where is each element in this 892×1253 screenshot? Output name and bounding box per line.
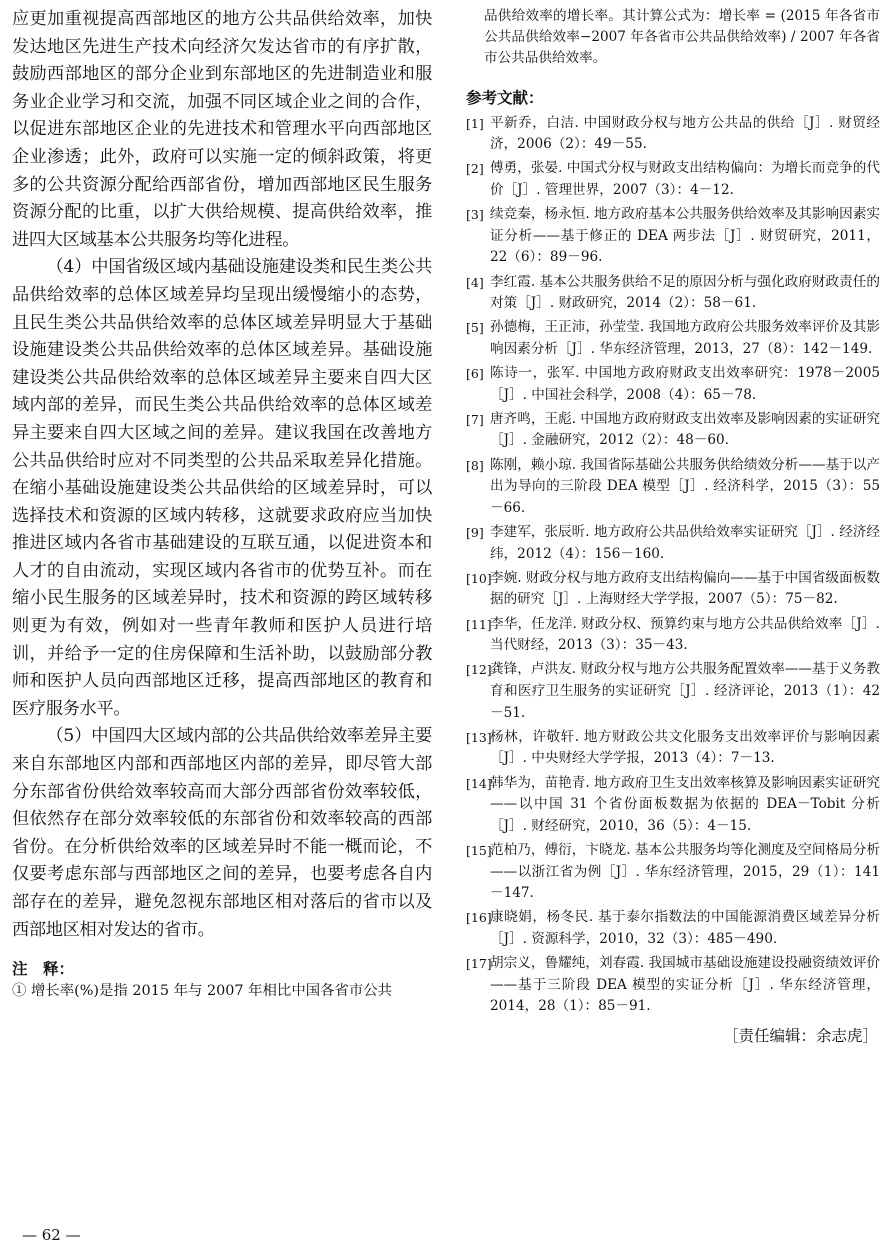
reference-text: 陈刚，赖小琼. 我国省际基础公共服务供给绩效分析——基于以产出为导向的三阶段 DEA 模型［J］. 经济科学，2015（3）：55－66. bbox=[490, 456, 880, 516]
reference-item bbox=[466, 727, 880, 770]
references-heading: 参考文献： bbox=[466, 88, 544, 107]
reference-text: 李华，任龙洋. 财政分权、预算约束与地方公共品供给效率［J］. 当代财经，2013（3）：35－43. bbox=[490, 615, 880, 654]
reference-text: 李红霞. 基本公共服务供给不足的原因分析与强化政府财政责任的对策［J］. 财政研究，2014（2）：58－61. bbox=[490, 273, 880, 312]
note-item: ① 增长率(%)是指 2015 年与 2007 年相比中国各省市公共 bbox=[12, 983, 393, 1000]
right-column bbox=[466, 6, 880, 1048]
references-list bbox=[466, 113, 880, 1018]
reference-number: [5] bbox=[466, 320, 484, 336]
reference-text: 范柏乃，傅衍，卞晓龙. 基本公共服务均等化测度及空间格局分析——以浙江省为例［J］. 华东经济管理，2015，29（1）：141－147. bbox=[490, 841, 880, 902]
reference-item bbox=[466, 953, 880, 1018]
page-number: — 62 — bbox=[22, 1226, 81, 1244]
body-paragraph: （5）中国四大区域内部的公共品供给效率差异主要来自东部地区内部和西部地区内部的差异，即尽管大部分东部省份供给效率较高而大部分西部省份效率较低，但依然存在部分效率较低的东部省份和效率较高的西部省份。在分析供给效率的区域差异时不能一概而论，不仅要考虑东部与西部地区之间的差异，也要考虑各自内部存在的差异，避免忽视东部地区相对落后的省市以及西部地区相对发达的省市。 bbox=[12, 726, 432, 940]
reference-text: 李婉. 财政分权与地方政府支出结构偏向——基于中国省级面板数据的研究［J］. 上海财经大学学报，2007（5）：75－82. bbox=[490, 569, 880, 608]
note-continuation: 品供给效率的增长率。其计算公式为：增长率 = (2015 年各省市公共品供给效率−2007 年各省市公共品供给效率) / 2007 年各省市公共品供给效率。 bbox=[484, 8, 880, 67]
reference-number: [14] bbox=[466, 775, 492, 791]
reference-number: [1] bbox=[466, 115, 484, 131]
reference-item bbox=[466, 840, 880, 905]
reference-text: 李建军，张辰昕. 地方政府公共品供给效率实证研究［J］. 经济经纬，2012（4）：156－160. bbox=[490, 524, 880, 562]
reference-number: [13] bbox=[466, 729, 492, 745]
reference-number: [6] bbox=[466, 366, 484, 382]
reference-item bbox=[466, 113, 880, 156]
reference-number: [15] bbox=[466, 842, 492, 858]
reference-text: 杨林，许敬轩. 地方财政公共文化服务支出效率评价与影响因素［J］. 中央财经大学学报，2013（4）：7－13. bbox=[490, 728, 880, 767]
body-paragraph: 应更加重视提高西部地区的地方公共品供给效率，加快发达地区先进生产技术向经济欠发达省市的有序扩散，鼓励西部地区的部分企业到东部地区的先进制造业和服务业企业学习和交流，加强不同区域企业之间的合作，以促进东部地区企业的先进技术和管理水平向西部地区企业渗透；此外，政府可以实施一定的倾斜政策，将更多的公共资源分配给西部省份，增加西部地区民生服务资源分配的比重，以扩大供给规模、提高供给效率，推进四大区域基本公共服务均等化进程。 bbox=[12, 9, 432, 250]
body-paragraph: （4）中国省级区域内基础设施建设类和民生类公共品供给效率的总体区域差异均呈现出缓慢缩小的态势，且民生类公共品供给效率的总体区域差异明显大于基础设施建设类公共品供给效率的总体区域差异。基础设施建设类公共品供给效率的总体区域差异主要来自四大区域内部的差异，而民生类公共品供给效率的总体区域差异主要来自四大区域之间的差异。建议我国在改善地方公共品供给时应对不同类型的公共品采取差异化措施。在缩小基础设施建设类公共品供给的区域差异时，可以选择技术和资源的区域内转移，这就要求政府应当加快推进区域内各省市基础建设的互联互通，以促进资本和人才的自由流动，实现区域内各省市的优势互补。而在缩小民生服务的区域差异时，技术和资源的跨区域转移则更为有效，例如对一些青年教师和医护人员进行培训，并给予一定的住房保障和生活补助，以鼓励部分教师和医护人员向西部地区迁移，提高西部地区的教育和医疗服务水平。 bbox=[12, 257, 432, 719]
reference-number: [10] bbox=[466, 570, 492, 586]
reference-text: 唐齐鸣，王彪. 中国地方政府财政支出效率及影响因素的实证研究［J］. 金融研究，2012（2）：48－60. bbox=[490, 410, 880, 449]
reference-text: 胡宗义，鲁耀纯，刘春霞. 我国城市基础设施建设投融资绩效评价——基于三阶段 DEA 模型的实证分析［J］. 华东经济管理，2014，28（1）：85－91. bbox=[490, 955, 880, 1015]
reference-number: [3] bbox=[466, 207, 484, 223]
reference-number: [12] bbox=[466, 662, 492, 678]
reference-number: [16] bbox=[466, 910, 492, 926]
reference-item bbox=[466, 317, 880, 360]
reference-text: 陈诗一，张军. 中国地方政府财政支出效率研究：1978－2005［J］. 中国社会科学，2008（4）：65－78. bbox=[490, 365, 880, 403]
reference-text: 韩华为，苗艳青. 地方政府卫生支出效率核算及影响因素实证研究——以中国 31 个省份面板数据为依据的 DEA－Tobit 分析［J］. 财经研究，2010，36（5）：4－15. bbox=[490, 774, 880, 834]
notes-heading: 注 释： bbox=[12, 960, 75, 979]
reference-item bbox=[466, 409, 880, 452]
reference-text: 龚锋，卢洪友. 财政分权与地方公共服务配置效率——基于义务教育和医疗卫生服务的实证研究［J］. 经济评论，2013（1）：42－51. bbox=[490, 661, 880, 721]
responsible-editor: ［责任编辑：余志虎］ bbox=[722, 1026, 878, 1045]
reference-item bbox=[466, 158, 880, 201]
reference-text: 傅勇，张晏. 中国式分权与财政支出结构偏向：为增长而竞争的代价［J］. 管理世界，2007（3）：4－12. bbox=[490, 160, 880, 198]
reference-number: [7] bbox=[466, 411, 484, 427]
reference-item bbox=[466, 363, 880, 406]
reference-text: 康晓娟，杨冬民. 基于泰尔指数法的中国能源消费区域差异分析［J］. 资源科学，2010，32（3）：485－490. bbox=[490, 909, 880, 947]
reference-item bbox=[466, 455, 880, 520]
reference-number: [9] bbox=[466, 525, 484, 541]
reference-number: [8] bbox=[466, 457, 484, 473]
reference-item bbox=[466, 522, 880, 565]
reference-text: 续竞秦，杨永恒. 地方政府基本公共服务供给效率及其影响因素实证分析——基于修正的 DEA 两步法［J］. 财贸研究，2011，22（6）：89－96. bbox=[490, 206, 880, 266]
reference-item bbox=[466, 614, 880, 657]
reference-number: [2] bbox=[466, 161, 484, 177]
reference-item bbox=[466, 272, 880, 315]
reference-item bbox=[466, 659, 880, 724]
reference-number: [11] bbox=[466, 616, 492, 632]
reference-item bbox=[466, 568, 880, 611]
left-column bbox=[12, 6, 432, 1002]
reference-text: 平新乔，白洁. 中国财政分权与地方公共品的供给［J］. 财贸经济，2006（2）：49－55. bbox=[490, 114, 880, 153]
reference-text: 孙德梅，王正沛，孙莹莹. 我国地方政府公共服务效率评价及其影响因素分析［J］. 华东经济管理，2013，27（8）：142－149. bbox=[490, 319, 880, 357]
reference-item bbox=[466, 773, 880, 838]
reference-number: [17] bbox=[466, 956, 492, 972]
reference-item bbox=[466, 204, 880, 269]
reference-number: [4] bbox=[466, 274, 484, 290]
reference-item bbox=[466, 907, 880, 950]
